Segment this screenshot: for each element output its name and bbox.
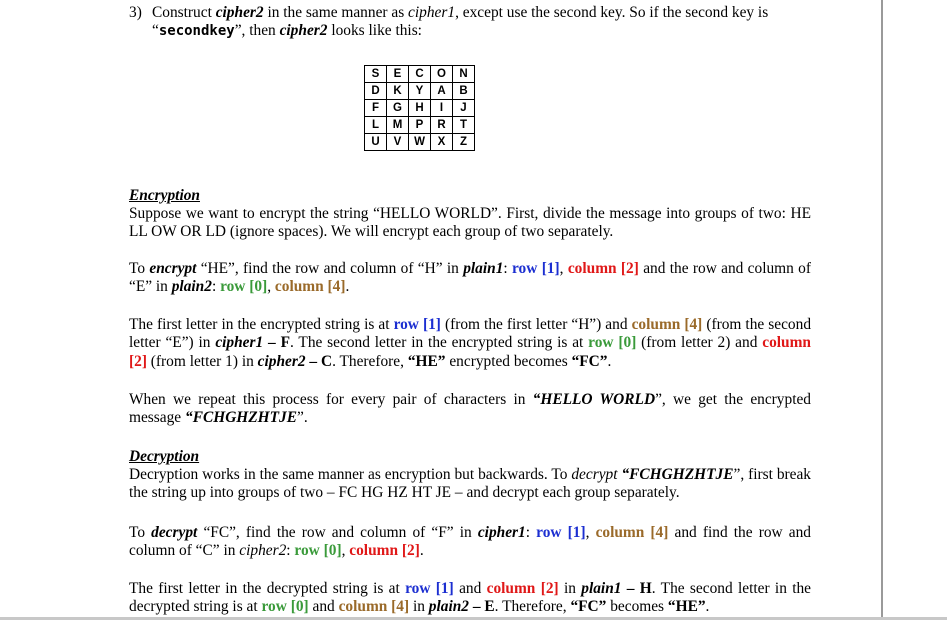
- cipher2-grid: [364, 65, 475, 151]
- grid-cell: L: [365, 117, 387, 134]
- grid-cell: X: [431, 134, 453, 151]
- grid-cell: T: [453, 117, 475, 134]
- item-3-text: Construct cipher2 in the same manner as cipher1, except use the second key. So if the second key is “secondkey”, then cipher2 looks like this:: [152, 4, 769, 40]
- grid-row: [365, 66, 475, 83]
- grid-cell: S: [365, 66, 387, 83]
- grid-cell: G: [387, 100, 409, 117]
- grid-cell: A: [431, 83, 453, 100]
- grid-cell: V: [387, 134, 409, 151]
- grid-cell: C: [409, 66, 431, 83]
- grid-cell: J: [453, 100, 475, 117]
- grid-cell: Z: [453, 134, 475, 151]
- encryption-paragraph-4: When we repeat this process for every pair of characters in “HELLO WORLD”, we get the encrypted message “FCHGHZHTJE”.: [129, 391, 811, 427]
- decryption-heading: Decryption: [129, 448, 200, 465]
- grid-cell: E: [387, 66, 409, 83]
- grid-cell: Y: [409, 83, 431, 100]
- grid-cell: M: [387, 117, 409, 134]
- item-number: 3): [129, 4, 142, 21]
- grid-row: [365, 83, 475, 100]
- decryption-paragraph-1: Decryption works in the same manner as encryption but backwards. To decrypt “FCHGHZHTJE”, first break the string up into groups of two – FC HG HZ HT JE – and decrypt each group separately.: [129, 466, 811, 502]
- encryption-paragraph-1: Suppose we want to encrypt the string “HELLO WORLD”. First, divide the message into groups of two: HE LL OW OR LD (ignore spaces). We will encrypt each group of two separately.: [129, 205, 811, 241]
- encryption-paragraph-3: The first letter in the encrypted string is at row [1] (from the first letter “H”) and column [4] (from the second letter “E”) in cipher1 – F. The second letter in the encrypted string is at row [0] (from letter 2) and column [2] (from letter 1) in cipher2 – C. Therefore, “HE” encrypted becomes “FC”.: [129, 316, 812, 370]
- grid-cell: F: [365, 100, 387, 117]
- page-edge-divider: [881, 0, 883, 620]
- grid-cell: R: [431, 117, 453, 134]
- grid-cell: D: [365, 83, 387, 100]
- grid-cell: W: [409, 134, 431, 151]
- grid-row: [365, 134, 475, 151]
- encryption-paragraph-2: To encrypt “HE”, find the row and column of “H” in plain1: row [1], column [2] and the row and column of “E” in plain2: row [0], column [4].: [129, 260, 811, 296]
- decryption-paragraph-2: To decrypt “FC”, find the row and column of “F” in cipher1: row [1], column [4] and find the row and column of “C” in cipher2: row [0], column [2].: [129, 524, 811, 560]
- grid-cell: B: [453, 83, 475, 100]
- encryption-heading: Encryption: [129, 187, 200, 204]
- grid-cell: I: [431, 100, 453, 117]
- grid-cell: H: [409, 100, 431, 117]
- grid-row: [365, 100, 475, 117]
- grid-cell: O: [431, 66, 453, 83]
- grid-cell: P: [409, 117, 431, 134]
- grid-cell: N: [453, 66, 475, 83]
- grid-row: [365, 117, 475, 134]
- decryption-paragraph-3: The first letter in the decrypted string is at row [1] and column [2] in plain1 – H. The second letter in the decrypted string is at row [0] and column [4] in plain2 – E. Therefore, “FC” becomes “HE”.: [129, 580, 812, 616]
- grid-cell: U: [365, 134, 387, 151]
- grid-cell: K: [387, 83, 409, 100]
